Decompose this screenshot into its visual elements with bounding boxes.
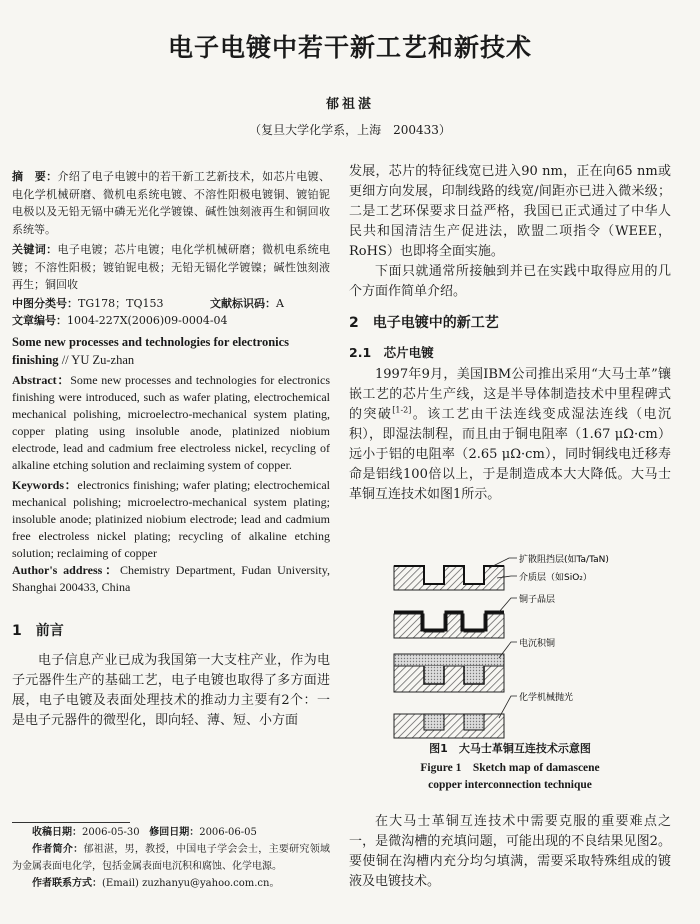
revised-date: 2006-06-05 [199, 827, 257, 838]
contact-text: (Email) zuzhanyu@yahoo.com.cn。 [102, 878, 280, 889]
received-date: 2006-05-30 [82, 827, 140, 838]
label-cmp: 化学机械抛光 [519, 693, 574, 703]
english-keywords [12, 477, 330, 562]
english-keywords-text: electronics finishing; wafer plating; electrochemical mechanical polishing; microelectro-mechanical system plating; insoluble anode; platinized niobium electrode; lead and cadmium free electroless nickel plating; recycling of alkaline etching solution; reclaiming of copper [12, 477, 331, 560]
intro-paragraph-2: 下面只就通常所接触到并已在实践中取得应用的几个方面作简单介绍。 [349, 264, 671, 299]
section-2-heading: 2 电子电镀中的新工艺 [349, 315, 499, 331]
label-dielectric: 介质层（如SiO₂） [519, 573, 592, 583]
clc-label: 中图分类号： [12, 296, 78, 310]
left-column [12, 168, 330, 731]
doc-code-label: 文献标识码： [210, 296, 277, 310]
section-2-1-text-b: 。该工艺由干法连线变成湿法连线（电沉积），即湿法制程，而且由于铜电阻率（1.67 μΩ·cm）远小于铝的电阻率（2.65 μΩ·cm），同时铜线电迁移寿命是铝线100倍以上，于是制造成本大大降低。大马士革铜互连技术如图1所示。 [349, 407, 671, 502]
bio-line [12, 841, 330, 875]
article-number-label: 文章编号： [12, 314, 67, 327]
english-address [12, 562, 330, 596]
bio-label: 作者简介： [32, 844, 84, 855]
english-abstract-text: Some new processes and technologies for electronics finishing were introduced, such as wafer plating, electrochemical mechanical polishing, microelectro-mechanical system plating, copper plating using insoluble anode, platinized niobium electrode, lead and cadmium free electroless nickel, recycling of alkaline etching solution and reclaiming system of copper. [12, 372, 330, 472]
doc-code-value: A [276, 296, 284, 310]
section-2-1-text-a: 1997年9月，美国IBM公司推出采用“大马士革”镶嵌工艺的芯片生产线，这是半导体制造技术中里程碑式的突破 [349, 367, 671, 422]
clc-value: TG178；TQ153 [78, 296, 164, 310]
revised-label: 修回日期： [149, 827, 200, 838]
keywords-cn-text: 电子电镀；芯片电镀；电化学机械研磨；微机电系统电镀；不溶性阳极；镀铂铌电极；无铅无镉化学镀镍；碱性蚀刻液再生；铜回收 [12, 243, 331, 291]
dates-line [12, 824, 330, 841]
figure-panel-cmp [394, 714, 504, 738]
figure-caption-en-line2: copper interconnection technique [428, 779, 592, 791]
label-seed-layer: 铜子晶层 [519, 595, 556, 605]
keywords-cn [12, 241, 330, 294]
article-number [12, 312, 330, 330]
figure-panel-electrodeposit [394, 654, 504, 692]
section-2-1-paragraph-2: 在大马士革铜互连技术中需要克服的重要难点之一，是微沟槽的充填问题，可能出现的不良结果见图2。要使铜在沟槽内充分均匀填满，需要采取特殊组成的镀液及电镀技术。 [349, 814, 671, 889]
after-figure-block [349, 812, 671, 892]
english-keywords-label: Keywords： [12, 477, 78, 492]
section-2-1-heading: 2.1 芯片电镀 [349, 345, 434, 360]
classification-line [12, 295, 330, 313]
abstract-cn-label: 摘 要： [12, 170, 58, 183]
article-number-value: 1004-227X(2006)09-0004-04 [67, 314, 228, 327]
label-barrier: 扩散阻挡层(如Ta/TaN) [519, 555, 609, 565]
english-address-text: Chemistry Department, Fudan University, Shanghai 200433, China [12, 562, 330, 594]
figure-caption-cn: 图1 大马士革铜互连技术示意图 [429, 742, 591, 755]
affiliation: （复旦大学化学系，上海 200433） [249, 123, 451, 137]
citation-ref: [1-2] [392, 405, 412, 415]
intro-paragraph-1: 发展，芯片的特征线宽已进入90 nm，正在向65 nm或更细方向发展，印制线路的线宽/间距亦已进入微米级；二是工艺环保要求日益严格，我国已正式通过了中华人民共和国清洁生产促进法，欧盟二项指令（WEEE，RoHS）也即将全面实施。 [349, 164, 671, 259]
footnote-rule [12, 822, 130, 823]
abstract-cn [12, 168, 330, 238]
contact-label: 作者联系方式： [32, 878, 102, 889]
abstract-cn-text: 介绍了电子电镀中的若干新工艺新技术，如芯片电镀、电化学机械研磨、微机电系统电镀、不溶性阳极电镀铜、镀铂铌电极以及无铅无镉中磷无光化学镀镍、碱性蚀刻液再生和铜回收系统等。 [12, 170, 331, 236]
section-1-heading: 1 前言 [12, 622, 64, 639]
author-name: 郁祖湛 [325, 97, 374, 112]
english-title-text: Some new processes and technologies for electronics finishing [12, 334, 290, 367]
english-address-label: Author's address： [12, 562, 120, 577]
english-abstract [12, 372, 330, 474]
right-column [349, 162, 671, 505]
paper-title: 电子电镀中若干新工艺和新技术 [167, 33, 532, 62]
figure-caption-en [349, 760, 671, 794]
figure-panel-barrier [394, 566, 504, 590]
section-2-1-paragraph [349, 365, 671, 505]
footnote [12, 824, 330, 892]
bio-text: 郁祖湛，男，教授，中国电子学会会士，主要研究领域为金属表面电化学，包括金属表面电沉积和腐蚀、化学电源。 [12, 844, 331, 872]
section-1-text: 电子信息产业已成为我国第一大支柱产业，作为电子元器件生产的基础工艺，电子电镀也取得了多方面进展，电子电镀及表面处理技术的推动力主要有2个：一是电子元器件的微型化，即向轻、薄、短、小方面 [12, 652, 330, 728]
damascene-figure [349, 546, 671, 796]
contact-line [12, 875, 330, 892]
received-label: 收稿日期： [32, 827, 82, 838]
label-electrodeposit: 电沉积铜 [519, 639, 556, 649]
english-title [12, 333, 330, 369]
keywords-cn-label: 关键词： [12, 243, 58, 256]
english-abstract-label: Abstract： [12, 372, 71, 387]
english-author: // YU Zu-zhan [61, 352, 135, 367]
figure-panel-seed [394, 612, 504, 638]
figure-caption-en-line1: Figure 1 Sketch map of damascene [420, 762, 600, 774]
